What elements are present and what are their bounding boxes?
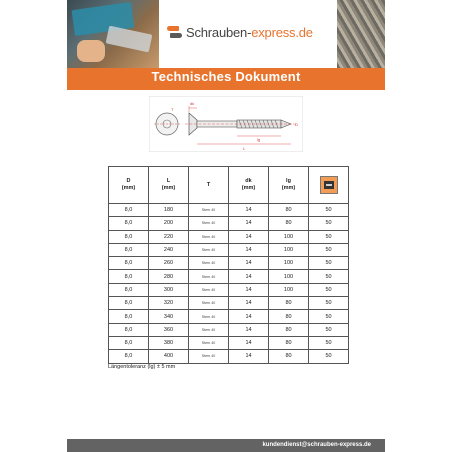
cell-t: Stern 40 — [189, 217, 229, 230]
label-dk: dk — [190, 101, 195, 106]
cell-t: Stern 40 — [189, 310, 229, 323]
label-l: L — [243, 146, 246, 151]
cell-l: 400 — [149, 350, 189, 363]
cell-dk: 14 — [229, 310, 269, 323]
cell-d: 8,0 — [109, 270, 149, 283]
cell-d: 8,0 — [109, 297, 149, 310]
cell-d: 8,0 — [109, 283, 149, 296]
screw-box-icon — [320, 176, 338, 194]
cell-pack: 50 — [309, 217, 349, 230]
tools-photo — [67, 0, 159, 68]
cell-pack: 50 — [309, 336, 349, 349]
cell-lg: 80 — [269, 297, 309, 310]
cell-dk: 14 — [229, 270, 269, 283]
cell-d: 8,0 — [109, 310, 149, 323]
cell-lg: 80 — [269, 204, 309, 217]
cell-pack: 50 — [309, 270, 349, 283]
cell-l: 280 — [149, 270, 189, 283]
cell-lg: 80 — [269, 350, 309, 363]
cell-l: 320 — [149, 297, 189, 310]
screws-photo — [337, 0, 385, 68]
cell-pack: 50 — [309, 204, 349, 217]
cell-t: Stern 40 — [189, 243, 229, 256]
label-t: T — [171, 107, 174, 112]
cell-l: 220 — [149, 230, 189, 243]
cell-dk: 14 — [229, 350, 269, 363]
cell-l: 200 — [149, 217, 189, 230]
table-header-row — [109, 167, 349, 204]
cell-lg: 80 — [269, 217, 309, 230]
table-row — [109, 204, 349, 217]
label-lg: lg — [257, 137, 261, 142]
logo-mark-icon — [167, 24, 183, 40]
table-row — [109, 257, 349, 270]
cell-t: Stern 40 — [189, 204, 229, 217]
cell-t: Stern 40 — [189, 283, 229, 296]
cell-lg: 100 — [269, 257, 309, 270]
cell-lg: 100 — [269, 230, 309, 243]
header-t: T — [189, 167, 229, 204]
header-lg: lg (mm) — [269, 167, 309, 204]
cell-d: 8,0 — [109, 350, 149, 363]
cell-d: 8,0 — [109, 217, 149, 230]
label-d: D — [295, 122, 298, 127]
cell-t: Stern 40 — [189, 257, 229, 270]
header-pack — [309, 167, 349, 204]
cell-d: 8,0 — [109, 257, 149, 270]
cell-lg: 100 — [269, 283, 309, 296]
cell-t: Stern 40 — [189, 297, 229, 310]
cell-l: 380 — [149, 336, 189, 349]
brand-logo[interactable] — [167, 24, 313, 40]
cell-lg: 100 — [269, 243, 309, 256]
cell-t: Stern 40 — [189, 230, 229, 243]
cell-l: 240 — [149, 243, 189, 256]
document-page — [67, 0, 385, 452]
cell-dk: 14 — [229, 230, 269, 243]
cell-d: 8,0 — [109, 336, 149, 349]
cell-dk: 14 — [229, 243, 269, 256]
table-row — [109, 336, 349, 349]
cell-l: 360 — [149, 323, 189, 336]
cell-dk: 14 — [229, 336, 269, 349]
cell-dk: 14 — [229, 283, 269, 296]
cell-d: 8,0 — [109, 323, 149, 336]
cell-dk: 14 — [229, 204, 269, 217]
cell-lg: 80 — [269, 310, 309, 323]
cell-t: Stern 40 — [189, 350, 229, 363]
cell-l: 260 — [149, 257, 189, 270]
cell-pack: 50 — [309, 297, 349, 310]
cell-l: 300 — [149, 283, 189, 296]
cell-lg: 80 — [269, 323, 309, 336]
cell-dk: 14 — [229, 323, 269, 336]
cell-pack: 50 — [309, 283, 349, 296]
dimension-table — [108, 166, 349, 364]
cell-l: 340 — [149, 310, 189, 323]
cell-t: Stern 40 — [189, 323, 229, 336]
table-row — [109, 270, 349, 283]
cell-l: 180 — [149, 204, 189, 217]
cell-pack: 50 — [309, 350, 349, 363]
cell-lg: 100 — [269, 270, 309, 283]
cell-d: 8,0 — [109, 204, 149, 217]
header-l: L (mm) — [149, 167, 189, 204]
header-banner — [67, 0, 385, 68]
cell-d: 8,0 — [109, 230, 149, 243]
cell-t: Stern 40 — [189, 336, 229, 349]
table-row — [109, 283, 349, 296]
table-row — [109, 230, 349, 243]
footer-email[interactable]: kundendienst@schrauben-express.de — [262, 442, 371, 448]
brand-name: Schrauben-express.de — [186, 24, 313, 40]
cell-dk: 14 — [229, 297, 269, 310]
header-dk: dk (mm) — [229, 167, 269, 204]
tolerance-note: Längentoleranz (lg) ± 5 mm — [108, 364, 176, 370]
table-row — [109, 310, 349, 323]
cell-pack: 50 — [309, 230, 349, 243]
table-row — [109, 323, 349, 336]
header-d: D (mm) — [109, 167, 149, 204]
document-title: Technisches Dokument — [151, 69, 301, 84]
cell-pack: 50 — [309, 243, 349, 256]
table-row — [109, 297, 349, 310]
table-row — [109, 243, 349, 256]
table-row — [109, 350, 349, 363]
cell-pack: 50 — [309, 323, 349, 336]
cell-pack: 50 — [309, 257, 349, 270]
cell-lg: 80 — [269, 336, 309, 349]
cell-dk: 14 — [229, 217, 269, 230]
screw-technical-drawing — [149, 96, 303, 152]
cell-d: 8,0 — [109, 243, 149, 256]
table-row — [109, 217, 349, 230]
cell-t: Stern 40 — [189, 270, 229, 283]
cell-dk: 14 — [229, 257, 269, 270]
cell-pack: 50 — [309, 310, 349, 323]
